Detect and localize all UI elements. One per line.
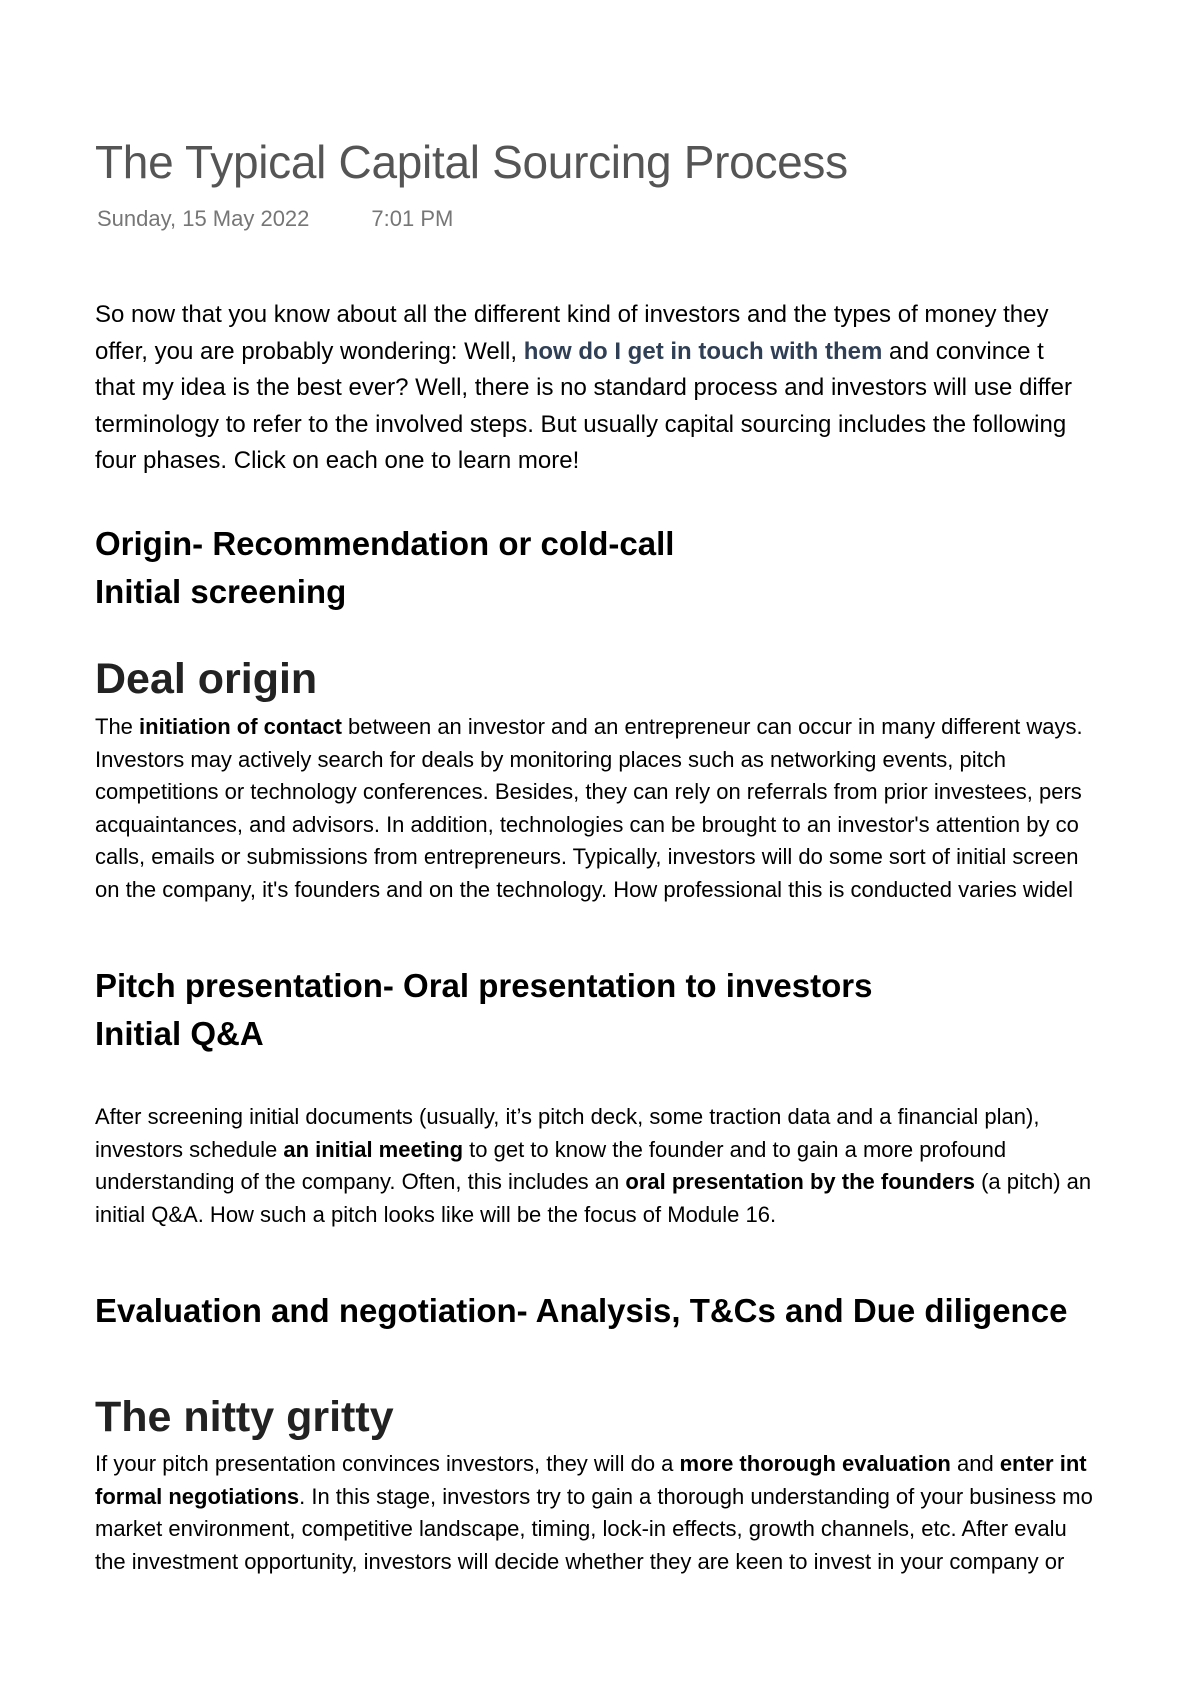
- paragraph-line: on the company, it's founders and on the technology. How professional this is conducted varies widel: [95, 876, 1074, 902]
- nitty-gritty-heading: The nitty gritty: [95, 1393, 394, 1441]
- page-date: Sunday, 15 May 2022: [97, 206, 310, 231]
- phase-origin-subtitle[interactable]: Initial screening: [95, 573, 347, 610]
- intro-text: and convince t: [882, 337, 1044, 365]
- bold-text: an initial meeting: [283, 1136, 464, 1162]
- phase-pitch-subtitle[interactable]: Initial Q&A: [95, 1015, 264, 1052]
- paragraph-text: understanding of the company. Often, this includes an: [95, 1169, 626, 1194]
- paragraph-line: [95, 711, 1083, 744]
- bold-text: more thorough evaluation: [679, 1451, 951, 1476]
- intro-text: offer, you are probably wondering: Well,: [95, 337, 524, 365]
- phase-evaluation-title[interactable]: Evaluation and negotiation- Analysis, T&Cs and Due diligence: [95, 1292, 1068, 1329]
- paragraph-line: [95, 1481, 1093, 1514]
- phase-origin-title[interactable]: Origin- Recommendation or cold-call: [95, 525, 675, 562]
- intro-line: four phases. Click on each one to learn more!: [95, 447, 580, 474]
- paragraph-text: If your pitch presentation convinces investors, they will do a: [95, 1451, 680, 1476]
- deal-origin-paragraph: [95, 711, 1083, 906]
- paragraph-text: between an investor and an entrepreneur can occur in many different ways.: [341, 714, 1083, 739]
- paragraph-line: Investors may actively search for deals by monitoring places such as networking events, pitch: [95, 746, 1006, 772]
- paragraph-line: market environment, competitive landscape, timing, lock-in effects, growth channels, etc. After evalu: [95, 1516, 1067, 1541]
- bold-text: formal negotiations: [95, 1483, 300, 1509]
- deal-origin-heading: Deal origin: [95, 655, 318, 703]
- intro-line: that my idea is the best ever? Well, there is no standard process and investors will use differ: [95, 374, 1072, 401]
- paragraph-text: (a pitch) an: [974, 1169, 1092, 1194]
- pitch-paragraph: [95, 1101, 1091, 1231]
- paragraph-text: and: [950, 1451, 1000, 1476]
- paragraph-line: competitions or technology conferences. Besides, they can rely on referrals from prior investees, pers: [95, 779, 1082, 804]
- bold-text: enter int: [999, 1451, 1087, 1476]
- paragraph-line: the investment opportunity, investors will decide whether they are keen to invest in your company or: [95, 1548, 1065, 1574]
- phase-pitch-title[interactable]: Pitch presentation- Oral presentation to investors: [95, 967, 873, 1004]
- paragraph-text: The: [95, 714, 140, 739]
- intro-paragraph: [95, 297, 1072, 480]
- intro-highlight: how do I get in touch with them: [523, 337, 883, 365]
- nitty-gritty-paragraph: [95, 1448, 1093, 1578]
- intro-line: So now that you know about all the different kind of investors and the types of money they: [95, 301, 1049, 328]
- paragraph-text: to get to know the founder and to gain a more profound: [463, 1136, 1007, 1162]
- bold-text: oral presentation by the founders: [625, 1169, 975, 1194]
- page-dateline: [97, 206, 453, 232]
- paragraph-line: After screening initial documents (usually, it’s pitch deck, some traction data and a financial plan),: [95, 1104, 1040, 1129]
- paragraph-line: acquaintances, and advisors. In addition, technologies can be brought to an investor's attention by co: [95, 811, 1079, 837]
- phase-origin-heading[interactable]: [95, 520, 674, 616]
- paragraph-text: investors schedule: [95, 1136, 284, 1162]
- phase-evaluation-heading[interactable]: [95, 1287, 1067, 1335]
- paragraph-line: [95, 1166, 1091, 1199]
- intro-line: [95, 334, 1072, 371]
- paragraph-line: initial Q&A. How such a pitch looks like will be the focus of Module 16.: [95, 1201, 777, 1227]
- intro-line: terminology to refer to the involved steps. But usually capital sourcing includes the following: [95, 410, 1067, 438]
- paragraph-line: [95, 1448, 1093, 1481]
- paragraph-line: calls, emails or submissions from entrepreneurs. Typically, investors will do some sort of initial screen: [95, 844, 1079, 869]
- bold-text: initiation of contact: [139, 714, 342, 739]
- paragraph-line: [95, 1134, 1091, 1167]
- phase-pitch-heading[interactable]: [95, 962, 872, 1058]
- paragraph-text: . In this stage, investors try to gain a thorough understanding of your business mo: [299, 1483, 1093, 1509]
- page-time: 7:01 PM: [371, 206, 454, 231]
- page-title: The Typical Capital Sourcing Process: [95, 136, 848, 188]
